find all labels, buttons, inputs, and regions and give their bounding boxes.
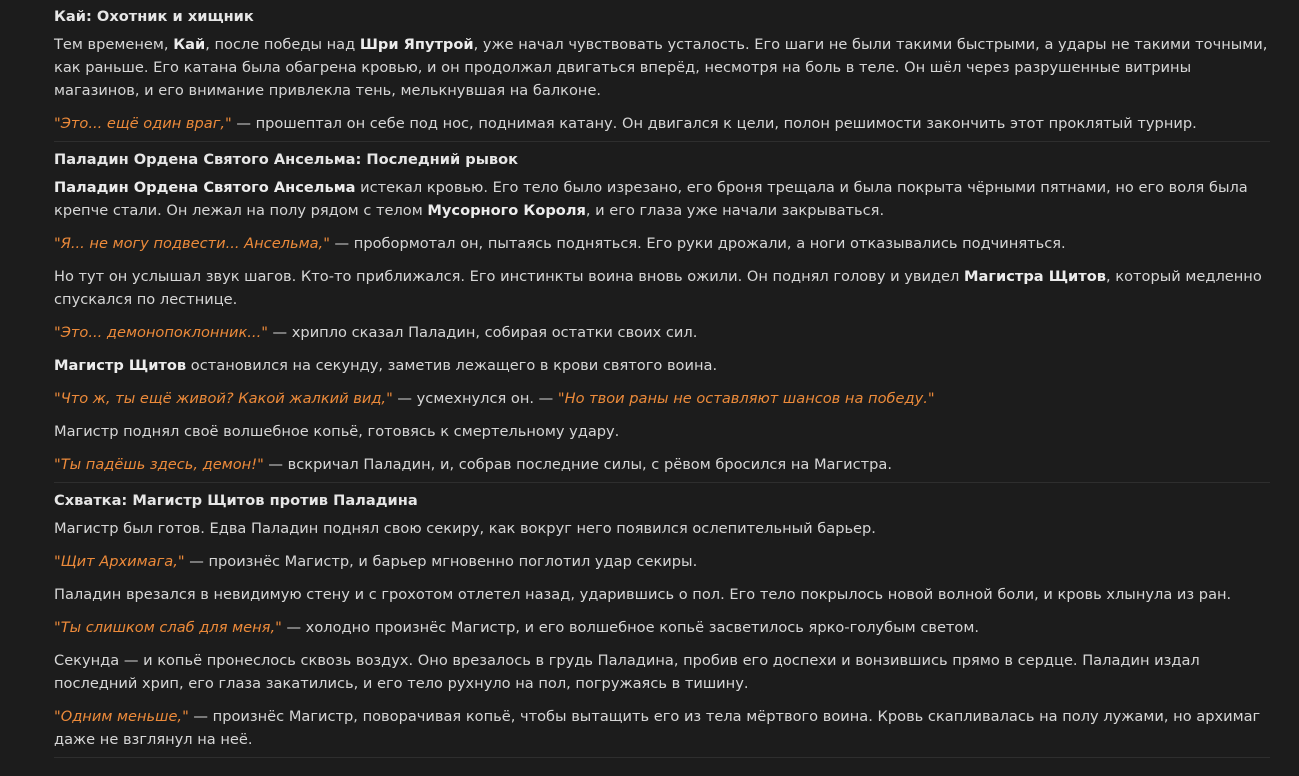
- section-title: Кай: Охотник и хищник: [54, 8, 254, 25]
- section-divider: [54, 757, 1270, 758]
- story-content: [54, 5, 1270, 758]
- narration-text: Секунда — и копьё пронеслось сквозь воздух. Оно врезалось в грудь Паладина, пробив его доспехи и вонзившись прямо в сердце. Паладин издал последний хрип, его глаза закатились, и его тело рухнуло на пол, погружаясь в тишину.: [54, 652, 1200, 692]
- paragraph: [54, 265, 1270, 311]
- paragraph: [54, 232, 1270, 255]
- section-title: Паладин Ордена Святого Ансельма: Последний рывок: [54, 151, 519, 168]
- narration-text: Магистр поднял своё волшебное копьё, готовясь к смертельному удару.: [54, 423, 620, 440]
- narration-text: — хрипло сказал Паладин, собирая остатки своих сил.: [267, 324, 698, 341]
- narration-text: , уже начал чувствовать усталость. Его шаги не были такими быстрыми, а удары не такими точными, как раньше. Его катана была обагрена кровью, и он продолжал двигаться вперёд, несмотря на боль в теле. Он шёл через разрушенные витрины магазинов, и его внимание привлекла тень, мелькнувшая на балконе.: [54, 36, 1268, 99]
- dialogue-quote: "Что ж, ты ещё живой? Какой жалкий вид,": [54, 390, 393, 407]
- narration-text: Тем временем,: [54, 36, 174, 53]
- narration-text: — усмехнулся он. —: [392, 390, 558, 407]
- dialogue-quote: "Ты слишком слаб для меня,": [54, 619, 282, 636]
- section-paladin: [54, 148, 1270, 476]
- paragraph: [54, 176, 1270, 222]
- paragraph: [54, 649, 1270, 695]
- narration-text: Паладин врезался в невидимую стену и с грохотом отлетел назад, ударившись о пол. Его тело покрылось новой волной боли, и кровь хлынула из ран.: [54, 586, 1232, 603]
- paragraph: [54, 616, 1270, 639]
- character-name: Мусорного Короля: [427, 202, 586, 219]
- character-name: Магистр Щитов: [54, 357, 187, 374]
- character-name: Кай: [173, 36, 206, 53]
- narration-text: , после победы над: [205, 36, 360, 53]
- narration-text: — пробормотал он, пытаясь подняться. Его руки дрожали, а ноги отказывались подчиняться.: [329, 235, 1066, 252]
- dialogue-quote: "Это... демонопоклонник...": [54, 324, 268, 341]
- paragraph: [54, 387, 1270, 410]
- section-duel: [54, 489, 1270, 751]
- paragraph: [54, 321, 1270, 344]
- narration-text: — холодно произнёс Магистр, и его волшебное копьё засветилось ярко-голубым светом.: [281, 619, 980, 636]
- dialogue-quote: "Щит Архимага,": [54, 553, 185, 570]
- paragraph: [54, 705, 1270, 751]
- section-title: Схватка: Магистр Щитов против Паладина: [54, 492, 418, 509]
- character-name: Магистра Щитов: [964, 268, 1106, 285]
- narration-text: — произнёс Магистр, и барьер мгновенно поглотил удар секиры.: [184, 553, 698, 570]
- dialogue-quote: "Я... не могу подвести... Ансельма,": [54, 235, 330, 252]
- character-name: Паладин Ордена Святого Ансельма: [54, 179, 356, 196]
- section-divider: [54, 141, 1270, 142]
- narration-text: , и его глаза уже начали закрываться.: [585, 202, 885, 219]
- paragraph: [54, 583, 1270, 606]
- narration-text: — произнёс Магистр, поворачивая копьё, чтобы вытащить его из тела мёртвого воина. Кровь скапливалась на полу лужами, но архимаг даже не взглянул на неё.: [54, 708, 1261, 748]
- section-kai: [54, 5, 1270, 135]
- paragraph: [54, 517, 1270, 540]
- dialogue-quote: "Это... ещё один враг,": [54, 115, 232, 132]
- dialogue-quote: "Одним меньше,": [54, 708, 189, 725]
- paragraph: [54, 453, 1270, 476]
- narration-text: , который медленно спускался по лестнице.: [54, 268, 1262, 308]
- narration-text: остановился на секунду, заметив лежащего в крови святого воина.: [186, 357, 718, 374]
- paragraph: [54, 33, 1270, 102]
- narration-text: Магистр был готов. Едва Паладин поднял свою секиру, как вокруг него появился ослепительный барьер.: [54, 520, 876, 537]
- narration-text: истекал кровью. Его тело было изрезано, его броня трещала и была покрыта чёрными пятнами, но его воля была крепче стали. Он лежал на полу рядом с телом: [54, 179, 1248, 219]
- paragraph: [54, 420, 1270, 443]
- paragraph: [54, 550, 1270, 573]
- narration-text: — вскричал Паладин, и, собрав последние силы, с рёвом бросился на Магистра.: [263, 456, 893, 473]
- character-name: Шри Япутрой: [359, 36, 474, 53]
- narration-text: — прошептал он себе под нос, поднимая катану. Он двигался к цели, полон решимости закончить этот проклятый турнир.: [231, 115, 1197, 132]
- section-divider: [54, 482, 1270, 483]
- dialogue-quote: "Ты падёшь здесь, демон!": [54, 456, 264, 473]
- paragraph: [54, 354, 1270, 377]
- paragraph: [54, 112, 1270, 135]
- dialogue-quote: "Но твои раны не оставляют шансов на победу.": [557, 390, 935, 407]
- narration-text: Но тут он услышал звук шагов. Кто-то приближался. Его инстинкты воина вновь ожили. Он поднял голову и увидел: [54, 268, 964, 285]
